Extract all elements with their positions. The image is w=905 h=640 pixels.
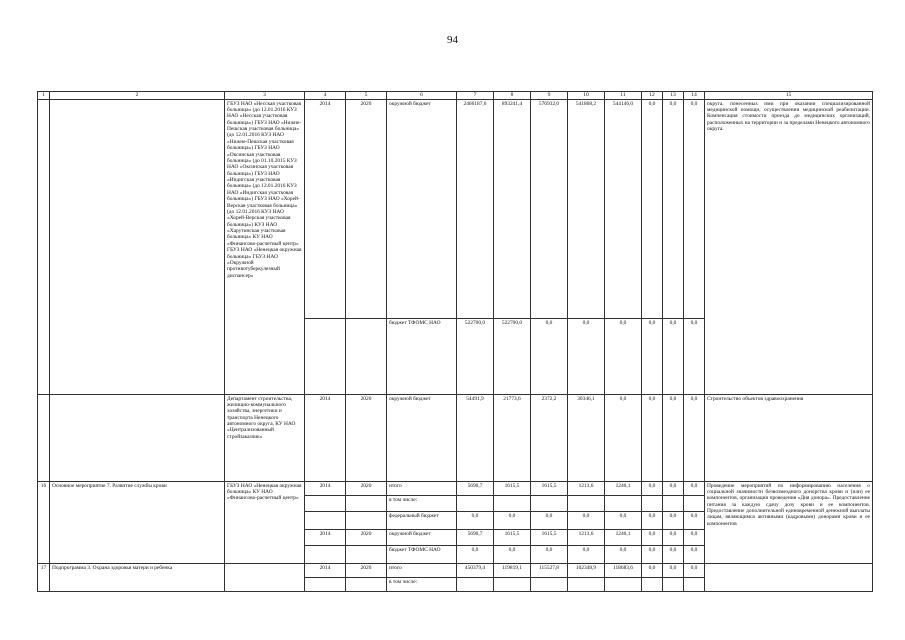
- cell-y2020: 0,0: [684, 99, 705, 318]
- cell-y2020: 0,0: [684, 529, 705, 545]
- table-row: [38, 563, 873, 577]
- cell-y2019: 0,0: [663, 318, 684, 394]
- cell-org: ГБУЗ НАО «Ненецкая окружная больница» КУ НАО «Финансово-расчетный центр»: [225, 481, 305, 563]
- cell-y2016: 0,0: [568, 511, 605, 529]
- cell-year-end: [346, 318, 387, 394]
- cell-name: Основное мероприятие 7. Развитие службы крови: [50, 481, 225, 563]
- cell-num: [38, 394, 50, 481]
- cell-y2016: [568, 495, 605, 511]
- cell-y2018: [642, 495, 663, 511]
- cell-y2016: 102348,9: [568, 563, 605, 577]
- col-10: 10: [568, 92, 605, 100]
- cell-y2020: 0,0: [684, 481, 705, 495]
- cell-y2015: 115527,8: [531, 563, 568, 577]
- cell-total: 0,0: [457, 511, 494, 529]
- col-14: 14: [684, 92, 705, 100]
- col-6: 6: [387, 92, 457, 100]
- cell-source: окружной бюджет: [387, 529, 457, 545]
- cell-y2020: 0,0: [684, 318, 705, 394]
- col-5: 5: [346, 92, 387, 100]
- table-row: [38, 394, 873, 481]
- cell-y2019: 0,0: [663, 99, 684, 318]
- cell-year-end: [346, 495, 387, 511]
- cell-year-end: 2020: [346, 529, 387, 545]
- col-11: 11: [605, 92, 642, 100]
- cell-y2017: 0,0: [605, 511, 642, 529]
- column-number-row: [38, 92, 873, 100]
- cell-y2016: 541868,2: [568, 99, 605, 318]
- cell-org: Департамент строительства, жилищно-коммунального хозяйства, энергетики и транспорта Ненецкого автономного округа, КУ НАО «Централизованный стройзаказчик»: [225, 394, 305, 481]
- cell-y2019: 0,0: [663, 394, 684, 481]
- col-8: 8: [494, 92, 531, 100]
- cell-y2016: 1213,6: [568, 529, 605, 545]
- cell-y2018: 0,0: [642, 481, 663, 495]
- cell-org: ГБУЗ НАО «Несская участковая больница» (до 12.01.2016 КУЗ НАО «Несская участковая больница») ГБУЗ НАО «Нижне-Пешская участковая больница» (до 12.01.2016 КУЗ НАО «Нижне-Пешская участковая больница») ГБУЗ НАО «Оксинская участковая больница» (до 01.10.2015 КУЗ НАО «Оксинская участковая больница») ГБУЗ НАО «Индигская участковая больница» (до 12.01.2016 КУЗ НАО «Индигская участковая больница») ГБУЗ НАО «Хорей-Верская участковая больница» (до 12.01.2016 КУЗ НАО «Хорей-Верская участковая больница») КУЗ НАО «Харутинская участковая больница» КУ НАО «Финансово-расчетный центр» ГБУЗ НАО «Ненецкая окружная больница» ГБУЗ НАО «Окружной противотуберкулезный диспансер»: [225, 99, 305, 394]
- cell-y2015: [531, 577, 568, 591]
- cell-y2020: 0,0: [684, 394, 705, 481]
- cell-year-start: [305, 495, 346, 511]
- cell-org: [225, 563, 305, 591]
- col-15: 15: [705, 92, 873, 100]
- col-4: 4: [305, 92, 346, 100]
- cell-y2014: 0,0: [494, 545, 531, 563]
- cell-y2015: 1615,5: [531, 529, 568, 545]
- cell-year-end: 2020: [346, 99, 387, 318]
- cell-y2017: 1246,1: [605, 481, 642, 495]
- cell-y2015: 0,0: [531, 318, 568, 394]
- col-7: 7: [457, 92, 494, 100]
- cell-num: [38, 99, 50, 394]
- cell-source: итого: [387, 481, 457, 495]
- table-row: [38, 99, 873, 318]
- cell-total: 5690,7: [457, 481, 494, 495]
- cell-source: в том числе:: [387, 495, 457, 511]
- cell-year-end: [346, 545, 387, 563]
- cell-y2014: 893241,4: [494, 99, 531, 318]
- cell-y2014: 0,0: [494, 511, 531, 529]
- cell-source: федеральный бюджет: [387, 511, 457, 529]
- cell-y2016: 0,0: [568, 318, 605, 394]
- cell-note: Проведение мероприятий по информированию населения о социальной значимости безвозмездного донорства крови и (или) ее компонентов, организация проведения «Дня донора». Предоставление питания за каждую сдачу дозу крови и ее компонентов. Предоставление дополнительной единовременной денежной выплаты лицам, являющимся активными (кадровыми) донорами крови и ее компонентов: [705, 481, 873, 563]
- cell-y2018: 0,0: [642, 563, 663, 577]
- cell-y2019: [663, 495, 684, 511]
- cell-y2019: 0,0: [663, 481, 684, 495]
- col-3: 3: [225, 92, 305, 100]
- cell-source: окружной бюджет: [387, 99, 457, 318]
- cell-y2018: 0,0: [642, 511, 663, 529]
- cell-source: итого: [387, 563, 457, 577]
- cell-note: Строительство объектов здравоохранения: [705, 394, 873, 481]
- program-table: [37, 91, 873, 592]
- cell-y2018: 0,0: [642, 529, 663, 545]
- cell-y2015: 1615,5: [531, 481, 568, 495]
- cell-name: [50, 99, 225, 394]
- table-row: [38, 481, 873, 495]
- cell-year-start: 2014: [305, 481, 346, 495]
- cell-y2017: 118683,6: [605, 563, 642, 577]
- cell-y2019: 0,0: [663, 563, 684, 577]
- cell-y2019: 0,0: [663, 511, 684, 529]
- col-13: 13: [663, 92, 684, 100]
- cell-year-end: 2020: [346, 394, 387, 481]
- cell-total: 522700,0: [457, 318, 494, 394]
- cell-total: [457, 495, 494, 511]
- cell-total: 5690,7: [457, 529, 494, 545]
- cell-y2014: 1615,5: [494, 529, 531, 545]
- cell-total: 2466187,6: [457, 99, 494, 318]
- cell-y2018: 0,0: [642, 545, 663, 563]
- cell-y2016: 30346,1: [568, 394, 605, 481]
- cell-source: бюджет ТФОМС НАО: [387, 318, 457, 394]
- cell-source: бюджет ТФОМС НАО: [387, 545, 457, 563]
- cell-y2014: 119819,1: [494, 563, 531, 577]
- cell-name: [50, 394, 225, 481]
- cell-y2015: 2372,2: [531, 394, 568, 481]
- cell-y2019: 0,0: [663, 545, 684, 563]
- cell-total: 0,0: [457, 545, 494, 563]
- cell-y2015: [531, 495, 568, 511]
- cell-year-start: 2014: [305, 99, 346, 318]
- cell-num: 17: [38, 563, 50, 591]
- cell-y2017: 0,0: [605, 394, 642, 481]
- cell-y2014: [494, 495, 531, 511]
- cell-source: в том числе:: [387, 577, 457, 591]
- cell-y2015: 0,0: [531, 511, 568, 529]
- cell-y2018: [642, 577, 663, 591]
- cell-year-start: 2014: [305, 563, 346, 577]
- cell-year-start: [305, 318, 346, 394]
- cell-year-start: [305, 545, 346, 563]
- col-12: 12: [642, 92, 663, 100]
- cell-y2017: [605, 577, 642, 591]
- cell-y2020: 0,0: [684, 563, 705, 577]
- cell-y2018: 0,0: [642, 394, 663, 481]
- cell-y2017: [605, 495, 642, 511]
- cell-y2020: [684, 495, 705, 511]
- cell-y2014: 21773,6: [494, 394, 531, 481]
- cell-y2018: 0,0: [642, 99, 663, 318]
- cell-year-end: [346, 511, 387, 529]
- cell-year-start: [305, 511, 346, 529]
- cell-year-start: [305, 577, 346, 591]
- cell-total: 450379,4: [457, 563, 494, 577]
- cell-y2017: 544146,0: [605, 99, 642, 318]
- cell-y2019: 0,0: [663, 529, 684, 545]
- cell-y2017: 0,0: [605, 545, 642, 563]
- cell-name: Подпрограмма 3. Охрана здоровья матери и ребенка: [50, 563, 225, 591]
- cell-year-end: [346, 577, 387, 591]
- col-9: 9: [531, 92, 568, 100]
- cell-y2018: 0,0: [642, 318, 663, 394]
- col-2: 2: [50, 92, 225, 100]
- cell-y2017: 1246,1: [605, 529, 642, 545]
- cell-year-start: 2014: [305, 394, 346, 481]
- cell-num: 16: [38, 481, 50, 563]
- col-1: 1: [38, 92, 50, 100]
- cell-y2016: 0,0: [568, 545, 605, 563]
- page-number: 94: [447, 34, 458, 46]
- cell-note: [705, 563, 873, 591]
- cell-y2015: 576932,0: [531, 99, 568, 318]
- cell-source: окружной бюджет: [387, 394, 457, 481]
- cell-total: [457, 577, 494, 591]
- cell-y2015: 0,0: [531, 545, 568, 563]
- cell-year-start: 2014: [305, 529, 346, 545]
- cell-y2014: 1615,5: [494, 481, 531, 495]
- cell-y2019: [663, 577, 684, 591]
- cell-y2016: [568, 577, 605, 591]
- cell-y2020: 0,0: [684, 545, 705, 563]
- cell-y2016: 1213,6: [568, 481, 605, 495]
- cell-total: 54491,9: [457, 394, 494, 481]
- cell-y2020: 0,0: [684, 511, 705, 529]
- cell-y2014: [494, 577, 531, 591]
- cell-year-end: 2020: [346, 481, 387, 495]
- cell-note: округа, понесенных ими при оказании специализированной медицинской помощи, осуществлении медицинской реабилитации. Компенсация стоимости проезда до медицинских организаций, расположенных на территории и за пределами Ненецкого автономного округа.: [705, 99, 873, 394]
- cell-year-end: 2020: [346, 563, 387, 577]
- cell-y2017: 0,0: [605, 318, 642, 394]
- cell-y2014: 522700,0: [494, 318, 531, 394]
- cell-y2020: [684, 577, 705, 591]
